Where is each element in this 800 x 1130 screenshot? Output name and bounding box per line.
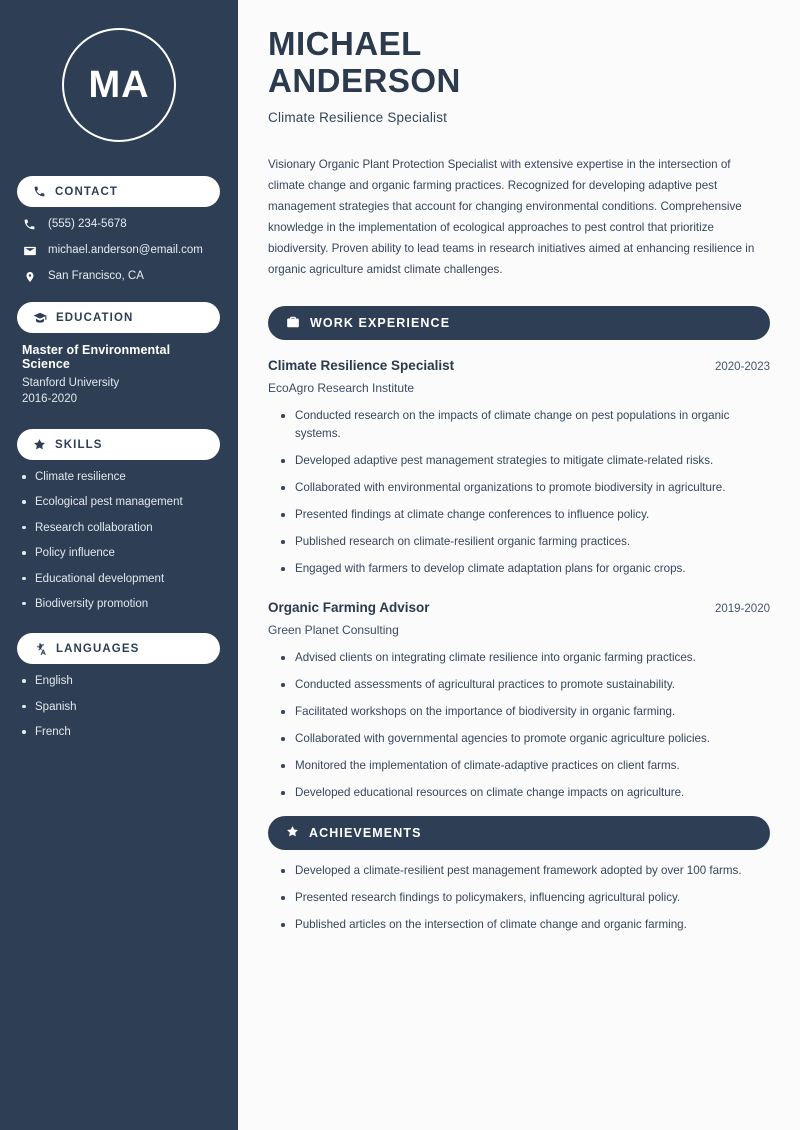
job-role: Climate Resilience Specialist [268, 358, 455, 374]
job-dates: 2019-2020 [715, 603, 770, 616]
list-item: Climate resilience [22, 470, 220, 484]
job-company: EcoAgro Research Institute [268, 381, 415, 396]
star-icon [286, 825, 299, 841]
list-item: Biodiversity promotion [22, 597, 220, 611]
sidebar-section-contact [0, 176, 238, 284]
contact-location[interactable] [22, 269, 220, 284]
work-experience-section-title: WORK EXPERIENCE [310, 316, 451, 331]
list-item: Ecological pest management [22, 495, 220, 509]
education-body [0, 333, 238, 405]
job-entry [268, 358, 770, 578]
list-item: Conducted assessments of agricultural practices to promote sustainability. [281, 676, 770, 694]
education-section-title: EDUCATION [56, 311, 134, 324]
list-item: Developed adaptive pest management strategies to mitigate climate-related risks. [281, 452, 770, 470]
job-bullets [268, 407, 770, 578]
list-item: Developed a climate-resilient pest management framework adopted by over 100 farms. [281, 862, 770, 880]
sidebar [0, 0, 238, 1130]
first-name: MICHAEL [268, 25, 422, 62]
job-entry [268, 600, 770, 802]
languages-list [22, 674, 220, 739]
languages-body [0, 664, 238, 739]
contact-section-title: CONTACT [55, 185, 119, 198]
last-name: ANDERSON [268, 61, 461, 99]
contact-email[interactable] [22, 243, 220, 258]
skills-list [22, 470, 220, 611]
graduation-cap-icon [33, 311, 47, 325]
list-item: Spanish [22, 700, 220, 714]
languages-section-title: LANGUAGES [56, 642, 140, 655]
contact-phone-text: (555) 234-5678 [48, 218, 127, 231]
avatar: MA [62, 28, 176, 142]
achievements-list [268, 862, 770, 934]
sidebar-section-education [0, 302, 238, 405]
sidebar-section-skills [0, 429, 238, 611]
list-item: Published research on climate-resilient organic farming practices. [281, 533, 770, 551]
list-item: Policy influence [22, 546, 220, 560]
education-school: Stanford University [22, 377, 120, 389]
list-item: Presented findings at climate change conferences to influence policy. [281, 506, 770, 524]
profile-summary: Visionary Organic Plant Protection Specialist with extensive expertise in the intersection of climate change and organic farming practices. Recognized for developing adaptive pest management strategies that account for changing environmental conditions. Comprehensive knowledge in the implementation of ecological approaches to pest control that prioritize biodiversity. Proven ability to lead teams in research initiatives aimed at enhancing resilience in organic agriculture amidst climate challenges. [268, 157, 755, 277]
contact-list [0, 207, 238, 284]
skills-body [0, 460, 238, 611]
job-company: Green Planet Consulting [268, 623, 399, 638]
contact-email-text: michael.anderson@email.com [48, 244, 203, 257]
list-item: French [22, 725, 220, 739]
phone-icon [22, 217, 37, 232]
list-item: Facilitated workshops on the importance of biodiversity in organic farming. [281, 703, 770, 721]
list-item: Developed educational resources on climate change impacts on agriculture. [281, 784, 770, 802]
education-years: 2016-2020 [22, 393, 77, 405]
contact-phone[interactable] [22, 217, 220, 232]
work-experience-section-header [268, 306, 770, 340]
list-item: Monitored the implementation of climate-adaptive practices on client farms. [281, 757, 770, 775]
list-item: Collaborated with environmental organizations to promote biodiversity in agriculture. [281, 479, 770, 497]
achievements-section-header [268, 816, 770, 850]
main-content [238, 0, 800, 1130]
list-item: Conducted research on the impacts of climate change on pest populations in organic systems. [281, 407, 770, 443]
list-item: Educational development [22, 572, 220, 586]
job-header [268, 358, 770, 373]
translate-icon [33, 642, 47, 656]
envelope-icon [22, 243, 37, 258]
skills-section-title: SKILLS [55, 438, 103, 451]
avatar-wrapper [0, 28, 238, 142]
headline-job-title: Climate Resilience Specialist [268, 109, 448, 125]
list-item: English [22, 674, 220, 688]
job-bullets [268, 649, 770, 802]
star-icon [33, 438, 46, 451]
briefcase-icon [286, 315, 300, 332]
list-item: Advised clients on integrating climate resilience into organic farming practices. [281, 649, 770, 667]
job-dates: 2020-2023 [715, 361, 770, 374]
education-section-header [17, 302, 220, 333]
contact-section-header [17, 176, 220, 207]
page-title [268, 26, 770, 100]
list-item: Engaged with farmers to develop climate adaptation plans for organic crops. [281, 560, 770, 578]
languages-section-header [17, 633, 220, 664]
list-item: Presented research findings to policymakers, influencing agricultural policy. [281, 889, 770, 907]
education-degree: Master of Environmental Science [22, 343, 171, 371]
job-role: Organic Farming Advisor [268, 600, 430, 616]
achievements-section-title: ACHIEVEMENTS [309, 826, 422, 841]
phone-icon [33, 185, 46, 198]
contact-location-text: San Francisco, CA [48, 270, 144, 283]
list-item: Collaborated with governmental agencies to promote organic agriculture policies. [281, 730, 770, 748]
location-pin-icon [22, 269, 37, 284]
skills-section-header [17, 429, 220, 460]
job-header [268, 600, 770, 615]
sidebar-section-languages [0, 633, 238, 739]
list-item: Published articles on the intersection of climate change and organic farming. [281, 916, 770, 934]
list-item: Research collaboration [22, 521, 220, 535]
